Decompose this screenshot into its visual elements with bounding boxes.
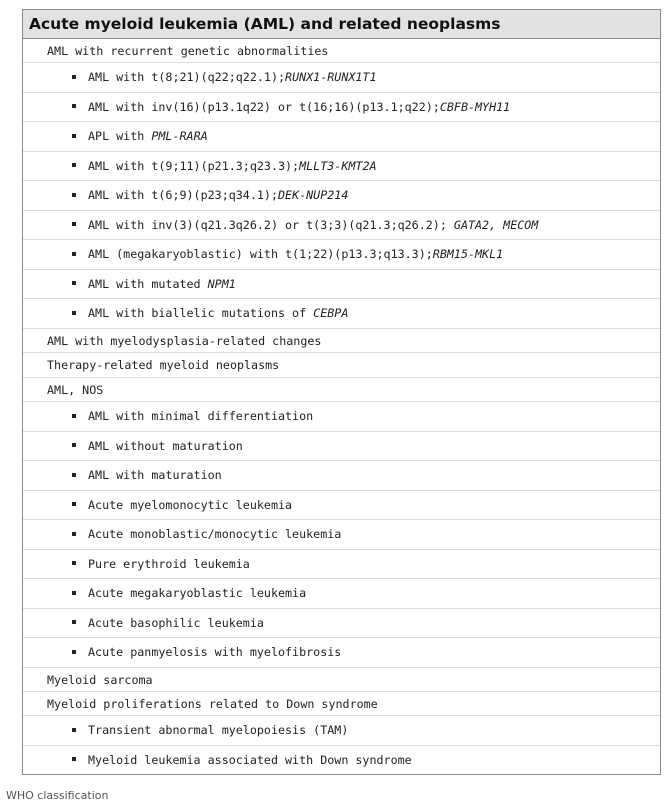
bullet-icon bbox=[72, 222, 76, 226]
row-text: Acute panmyelosis with myelofibrosis bbox=[88, 645, 342, 660]
row-text: Acute megakaryoblastic leukemia bbox=[88, 586, 307, 601]
subtype-row bbox=[23, 240, 660, 270]
row-text: Acute monoblastic/monocytic leukemia bbox=[88, 527, 342, 542]
bullet-icon bbox=[72, 414, 76, 418]
row-text: AML without maturation bbox=[88, 438, 243, 453]
subtype-row bbox=[23, 520, 660, 550]
bullet-icon bbox=[72, 443, 76, 447]
row-text: AML with inv(16)(p13.1q22) or t(16;16)(p13.1;q22); bbox=[88, 99, 440, 114]
subtype-row bbox=[23, 402, 660, 432]
row-text: AML with recurrent genetic abnormalities bbox=[47, 44, 329, 58]
gene-name: GATA2, MECOM bbox=[453, 217, 539, 232]
bullet-icon bbox=[72, 757, 76, 761]
bullet-icon bbox=[72, 75, 76, 79]
row-text: Acute myelomonocytic leukemia bbox=[88, 497, 293, 512]
bullet-icon bbox=[72, 163, 76, 167]
category-row bbox=[23, 668, 660, 692]
subtype-row bbox=[23, 122, 660, 152]
subtype-row bbox=[23, 299, 660, 329]
row-text: Myeloid leukemia associated with Down syndrome bbox=[88, 752, 412, 767]
row-text: Pure erythroid leukemia bbox=[88, 556, 250, 571]
bullet-icon bbox=[72, 561, 76, 565]
bullet-icon bbox=[72, 252, 76, 256]
gene-name: MLLT3-KMT2A bbox=[299, 158, 377, 173]
subtype-row bbox=[23, 461, 660, 491]
row-text: APL with bbox=[88, 129, 152, 144]
bullet-icon bbox=[72, 281, 76, 285]
gene-name: CEBPA bbox=[313, 306, 349, 321]
row-text: AML with t(9;11)(p21.3;q23.3); bbox=[88, 158, 300, 173]
bullet-icon bbox=[72, 728, 76, 732]
row-text: AML with t(6;9)(p23;q34.1); bbox=[88, 188, 278, 203]
row-text: AML with maturation bbox=[88, 468, 222, 483]
gene-name: RUNX1-RUNX1T1 bbox=[285, 70, 377, 85]
row-text: AML, NOS bbox=[47, 382, 104, 397]
classification-table bbox=[22, 9, 661, 775]
gene-name: DEK-NUP214 bbox=[278, 188, 349, 203]
category-row bbox=[23, 329, 660, 353]
row-text: Transient abnormal myelopoiesis (TAM) bbox=[88, 723, 349, 738]
bullet-icon bbox=[72, 620, 76, 624]
subtype-row bbox=[23, 550, 660, 580]
subtype-row bbox=[23, 270, 660, 300]
category-row bbox=[23, 692, 660, 716]
subtype-row bbox=[23, 181, 660, 211]
subtype-row bbox=[23, 491, 660, 521]
row-text: AML with t(8;21)(q22;q22.1); bbox=[88, 70, 286, 85]
bullet-icon bbox=[72, 311, 76, 315]
row-text: AML with mutated bbox=[88, 276, 208, 291]
row-text: AML with inv(3)(q21.3q26.2) or t(3;3)(q21.3;q26.2); bbox=[88, 217, 454, 232]
bullet-icon bbox=[72, 650, 76, 654]
subtype-row bbox=[23, 746, 660, 776]
subtype-row bbox=[23, 609, 660, 639]
bullet-icon bbox=[72, 502, 76, 506]
gene-name: PML-RARA bbox=[151, 129, 208, 144]
bullet-icon bbox=[72, 104, 76, 108]
gene-name: RBM15-MKL1 bbox=[432, 247, 504, 262]
row-text: AML with minimal differentiation bbox=[88, 409, 314, 424]
row-text: AML (megakaryoblastic) with t(1;22)(p13.3;q13.3); bbox=[88, 247, 433, 262]
category-row bbox=[23, 39, 660, 63]
row-text: Therapy-related myeloid neoplasms bbox=[47, 358, 280, 373]
subtype-row bbox=[23, 93, 660, 123]
row-text: AML with myelodysplasia-related changes bbox=[47, 333, 322, 348]
subtype-row bbox=[23, 432, 660, 462]
subtype-row bbox=[23, 63, 660, 93]
row-text: AML with biallelic mutations of bbox=[88, 306, 314, 321]
row-text: Myeloid sarcoma bbox=[47, 672, 153, 687]
bullet-icon bbox=[72, 193, 76, 197]
gene-name: NPM1 bbox=[207, 276, 236, 291]
subtype-row bbox=[23, 211, 660, 241]
row-text: Acute basophilic leukemia bbox=[88, 615, 264, 630]
figure-caption: WHO classification bbox=[6, 789, 109, 802]
row-text: Myeloid proliferations related to Down syndrome bbox=[47, 696, 378, 711]
bullet-icon bbox=[72, 532, 76, 536]
table-body bbox=[23, 39, 660, 775]
subtype-row bbox=[23, 716, 660, 746]
gene-name: CBFB-MYH11 bbox=[439, 99, 511, 114]
bullet-icon bbox=[72, 473, 76, 477]
category-row bbox=[23, 378, 660, 402]
category-row bbox=[23, 353, 660, 377]
subtype-row bbox=[23, 638, 660, 668]
subtype-row bbox=[23, 579, 660, 609]
table-title: Acute myeloid leukemia (AML) and related neoplasms bbox=[23, 10, 660, 39]
bullet-icon bbox=[72, 591, 76, 595]
subtype-row bbox=[23, 152, 660, 182]
bullet-icon bbox=[72, 134, 76, 138]
